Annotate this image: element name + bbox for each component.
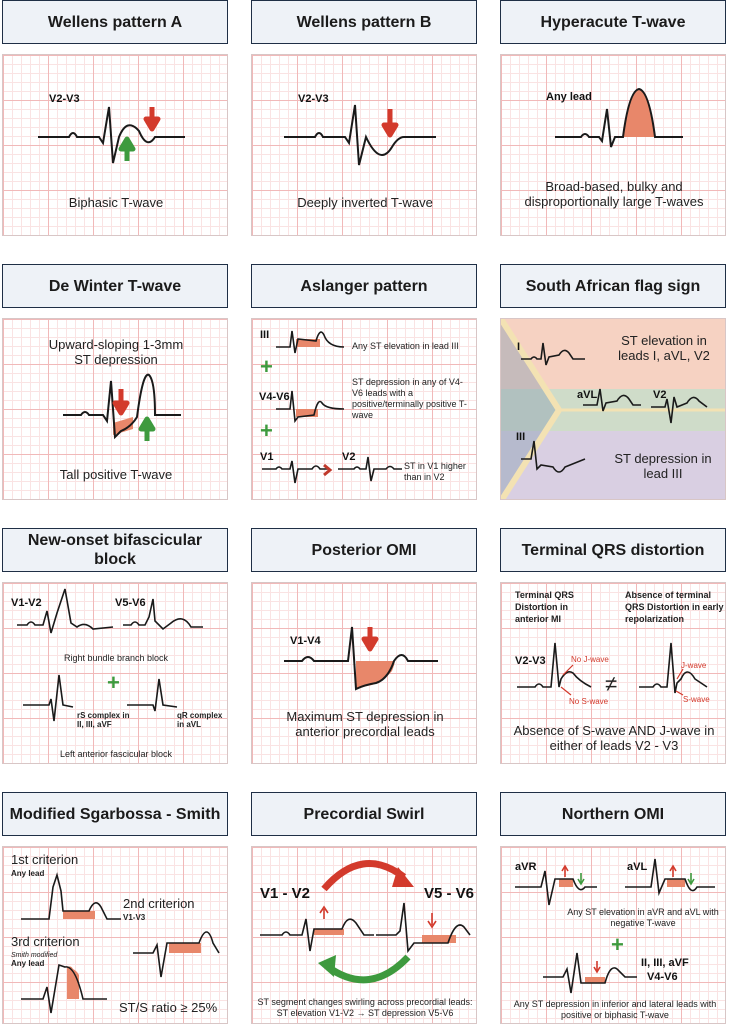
right-lead-label: V5 - V6 (424, 885, 475, 902)
panel-de-winter (2, 318, 228, 500)
lead-label-v1v2: V1-V2 (11, 597, 42, 609)
title-bifascicular: New-onset bifascicular block (2, 528, 228, 572)
arrow-up-icon (141, 419, 153, 441)
lead-label-iii: III (260, 329, 270, 341)
lead-label-v5v6: V5-V6 (115, 597, 146, 609)
panel-terminal-qrs (500, 582, 726, 764)
lead-label-lateral: V4-V6 (647, 971, 678, 983)
title-wellens-b: Wellens pattern B (251, 0, 477, 44)
plus-icon: + (107, 670, 120, 695)
lead-label-avl: aVL (627, 861, 648, 873)
lead-label-inferior: II, III, aVF (641, 957, 689, 969)
title-south-african-flag: South African flag sign (500, 264, 726, 308)
lead-label: Any lead (546, 91, 592, 103)
title-wellens-a: Wellens pattern A (2, 0, 228, 44)
text-v1v2: ST in V1 higher than in V2 (404, 461, 466, 482)
caption: Biphasic T-wave (68, 195, 164, 210)
panel-wellens-b (251, 54, 477, 236)
panel-wellens-a (2, 54, 228, 236)
text-rbbb: Right bundle branch block (63, 653, 169, 663)
panel-bifascicular (2, 582, 228, 764)
title-northern-omi: Northern OMI (500, 792, 726, 836)
criterion-2: 2nd criterion (123, 896, 195, 911)
lead-label-i: I (517, 341, 521, 353)
text-top: Any ST elevation in aVR and aVL with negative T-wave (567, 907, 719, 928)
criterion-1: 1st criterion (11, 852, 79, 867)
arrow-curve-green-icon (328, 957, 408, 980)
arrow-down-icon (364, 627, 376, 649)
caption: Tall positive T-wave (59, 467, 173, 482)
arrow-curve-red-icon (324, 864, 404, 889)
ecg-northern-omi (501, 847, 726, 1024)
title-terminal-qrs: Terminal QRS distortion (500, 528, 726, 572)
panel-posterior-omi (251, 582, 477, 764)
criterion-3: 3rd criterion (11, 934, 80, 949)
title-posterior-omi: Posterior OMI (251, 528, 477, 572)
lead-label: V2-V3 (49, 93, 80, 105)
label-j-wave: J-wave (681, 661, 707, 670)
plus-icon: + (260, 418, 273, 443)
plus-icon: + (260, 354, 273, 379)
lead-label-v1: V1 (260, 451, 274, 463)
panel-aslanger (251, 318, 477, 500)
title-aslanger: Aslanger pattern (251, 264, 477, 308)
title-hyperacute: Hyperacute T-wave (500, 0, 726, 44)
criterion-3-note: Smith modified (11, 952, 58, 959)
panel-hyperacute (500, 54, 726, 236)
top-text: Upward-sloping 1-3mm ST depression (48, 337, 184, 367)
arrow-down-icon (384, 109, 396, 135)
ratio-text: ST/S ratio ≥ 25% (119, 1000, 218, 1015)
arrow-down-icon (115, 389, 127, 413)
plus-icon: + (611, 932, 624, 957)
caption: Deeply inverted T-wave (297, 195, 433, 210)
lead-label-avl: aVL (577, 389, 598, 401)
criterion-1-sub: Any lead (11, 869, 45, 878)
arrow-up-icon (121, 139, 133, 161)
caption: Absence of S-wave AND J-wave in either of leads V2 - V3 (513, 723, 715, 753)
ecg-sgarbossa (3, 847, 228, 1024)
arrow-down-icon (146, 107, 158, 129)
right-heading: Absence of terminal QRS Distortion in early repolarization (625, 590, 724, 624)
lead-label-avr: aVR (515, 861, 537, 873)
title-sgarbossa: Modified Sgarbossa - Smith (2, 792, 228, 836)
not-equal-icon: ≠ (605, 671, 618, 696)
text-st-depression: ST depression in lead III (614, 451, 712, 481)
lead-label-iii: III (516, 431, 526, 443)
lead-label-v2: V2 (342, 451, 356, 463)
panel-sgarbossa (2, 846, 228, 1024)
text-lafb: Left anterior fascicular block (59, 749, 173, 759)
caption: Maximum ST depression in anterior precordial leads (286, 709, 444, 739)
panel-northern-omi (500, 846, 726, 1024)
label-no-j-wave: No J-wave (571, 655, 609, 664)
lead-label-v4v6: V4-V6 (259, 391, 290, 403)
panel-precordial-swirl (251, 846, 477, 1024)
text-iii: Any ST elevation in lead III (352, 341, 459, 351)
title-de-winter: De Winter T-wave (2, 264, 228, 308)
left-heading: Terminal QRS Distortion in anterior MI (515, 590, 574, 624)
panel-south-african-flag (500, 318, 726, 500)
greater-than-icon (324, 465, 330, 475)
label-s-wave: S-wave (683, 695, 710, 704)
criterion-2-sub: V1-V3 (123, 913, 146, 922)
lead-label-v2: V2 (653, 389, 667, 401)
caption: Broad-based, bulky and disproportionally large T-waves (524, 179, 704, 209)
ecg-aslanger (252, 319, 477, 500)
caption: ST segment changes swirling across precordial leads: ST elevation V1-V2 → ST depression V5-V6 (257, 997, 473, 1018)
lead-label: V2-V3 (515, 655, 546, 667)
ecg-bifascicular (3, 583, 228, 764)
lead-label: V2-V3 (298, 93, 329, 105)
text-bottom: Any ST depression in inferior and lateral leads with positive or biphasic T-wave (513, 999, 717, 1020)
text-st-elevation: ST elevation in leads I, aVL, V2 (618, 333, 710, 363)
left-lead-label: V1 - V2 (260, 885, 311, 902)
text-rs-complex: rS complex in II, III, aVF (77, 711, 130, 729)
lead-label: V1-V4 (290, 635, 321, 647)
text-v4v6: ST depression in any of V4-V6 leads with a positive/terminally positive T-wave (352, 377, 467, 420)
label-no-s-wave: No S-wave (569, 697, 609, 706)
text-qr-complex: qR complex in aVL (177, 711, 223, 729)
criterion-3-sub: Any lead (11, 959, 45, 968)
title-precordial-swirl: Precordial Swirl (251, 792, 477, 836)
